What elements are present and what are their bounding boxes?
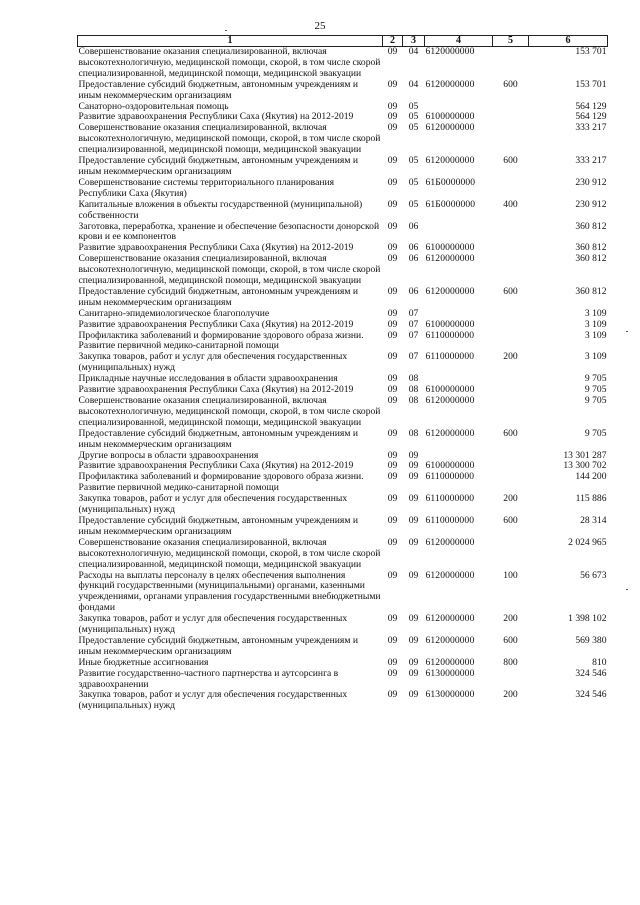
cell-expense-type xyxy=(493,374,529,385)
cell-subsection: 09 xyxy=(408,449,419,461)
cell-name: Профилактика заболеваний и формирование здорового образа жизни. Развитие первичной медико-санитарной помощи xyxy=(78,471,364,494)
cell-expense-type: 600 xyxy=(503,78,518,90)
cell-name: Совершенствование оказания специализированной, включая высокотехнологичную, медицинской помощи, скорой, в том числе скорой специализированной, медицинской помощи, медицинской эвакуации xyxy=(78,46,381,79)
table-row xyxy=(78,47,608,80)
cell-expense-type xyxy=(493,472,529,494)
cell-target-article xyxy=(425,222,493,244)
header-col-amount: 6 xyxy=(529,36,608,47)
cell-section: 09 xyxy=(387,242,398,254)
table-row xyxy=(78,200,608,222)
cell-section: 09 xyxy=(387,427,398,439)
cell-amount: 9 705 xyxy=(584,384,607,396)
cell-subsection: 09 xyxy=(408,471,419,483)
cell-name: Совершенствование системы территориального планирования Республики Саха (Якутия) xyxy=(78,176,335,199)
cell-name: Развитие здравоохранения Республики Саха (Якутия) на 2012-2019 xyxy=(78,318,354,330)
cell-amount: 360 812 xyxy=(575,285,607,297)
cell-amount: 13 300 702 xyxy=(563,460,607,472)
cell-amount: 3 109 xyxy=(584,351,607,363)
cell-section: 09 xyxy=(387,307,398,319)
cell-amount: 115 886 xyxy=(575,493,607,505)
cell-target-article: 6120000000 xyxy=(425,656,475,668)
cell-target-article: 6120000000 xyxy=(425,155,475,167)
cell-section: 09 xyxy=(387,514,398,526)
cell-expense-type xyxy=(493,669,529,691)
cell-expense-type xyxy=(493,178,529,200)
cell-target-article: 6120000000 xyxy=(425,395,475,406)
cell-section: 09 xyxy=(387,111,398,123)
cell-target-article: 6130000000 xyxy=(425,667,475,679)
cell-target-article: 6100000000 xyxy=(425,384,475,396)
cell-amount: 324 546 xyxy=(575,667,607,679)
table-row xyxy=(78,429,608,451)
cell-target-article: 6120000000 xyxy=(425,634,475,646)
cell-section: 09 xyxy=(387,460,398,472)
cell-subsection: 09 xyxy=(408,667,419,679)
cell-section: 09 xyxy=(387,176,398,188)
cell-subsection: 08 xyxy=(408,395,419,406)
header-col-name: 1 xyxy=(78,36,383,47)
header-col-subsection: 3 xyxy=(403,36,425,47)
cell-amount: 9 705 xyxy=(584,427,607,439)
cell-section: 09 xyxy=(387,198,398,210)
cell-subsection: 05 xyxy=(408,100,419,112)
cell-target-article: 6110000000 xyxy=(425,493,475,505)
cell-name: Прикладные научные исследования в области здравоохранения xyxy=(78,373,338,385)
cell-name: Развитие государственно-частного партнерства и аутсорсинга в здравоохранении xyxy=(78,667,339,690)
scan-speck xyxy=(626,331,628,332)
cell-name: Предоставление субсидий бюджетным, автономным учреждениям и иным некоммерческим организациям xyxy=(78,285,358,308)
table-row xyxy=(78,352,608,374)
cell-name: Совершенствование оказания специализированной, включая высокотехнологичную, медицинской помощи, скорой, в том числе скорой специализированной, медицинской помощи, медицинской эвакуации xyxy=(78,395,381,428)
cell-target-article: 61Б0000000 xyxy=(425,198,476,210)
cell-name: Предоставление субсидий бюджетным, автономным учреждениям и иным некоммерческим организациям xyxy=(78,634,358,657)
cell-amount: 569 380 xyxy=(575,634,607,646)
cell-section: 09 xyxy=(387,285,398,297)
cell-target-article: 6120000000 xyxy=(425,285,475,297)
cell-target-article: 6120000000 xyxy=(425,46,475,57)
cell-amount: 333 217 xyxy=(575,155,607,167)
cell-name: Закупка товаров, работ и услуг для обеспечения государственных (муниципальных) нужд xyxy=(78,689,348,712)
cell-expense-type: 600 xyxy=(503,155,518,167)
cell-section: 09 xyxy=(387,78,398,90)
cell-name: Заготовка, переработка, хранение и обеспечение безопасности донорской крови и ее компонентов xyxy=(78,220,380,243)
cell-target-article: 6120000000 xyxy=(425,427,475,439)
cell-expense-type xyxy=(493,320,529,331)
cell-target-article: 6110000000 xyxy=(425,514,475,526)
cell-expense-type: 100 xyxy=(503,569,518,581)
cell-name: Предоставление субсидий бюджетным, автономным учреждениям и иным некоммерческим организациям xyxy=(78,514,358,537)
cell-target-article: 6120000000 xyxy=(425,78,475,90)
cell-amount: 28 314 xyxy=(580,514,607,526)
cell-name: Закупка товаров, работ и услуг для обеспечения государственных (муниципальных) нужд xyxy=(78,613,348,636)
cell-expense-type: 800 xyxy=(503,656,518,668)
cell-amount: 1 398 102 xyxy=(568,613,607,625)
cell-amount: 56 673 xyxy=(580,569,607,581)
table-row xyxy=(78,320,608,331)
cell-section: 09 xyxy=(387,667,398,679)
cell-target-article: 6100000000 xyxy=(425,460,475,472)
cell-subsection: 04 xyxy=(408,46,419,57)
cell-target-article: 6100000000 xyxy=(425,111,475,123)
cell-amount: 810 xyxy=(592,656,607,668)
cell-expense-type: 600 xyxy=(503,427,518,439)
cell-subsection: 06 xyxy=(408,253,419,265)
cell-name: Расходы на выплаты персоналу в целях обеспечения выполнения функций государственными (муниципальными) органами, казенными учреждениями, органами управления государственными внебюджетными фондами xyxy=(78,569,381,614)
table-row xyxy=(78,254,608,287)
cell-subsection: 09 xyxy=(408,493,419,505)
cell-expense-type xyxy=(493,538,529,571)
header-col-expense-type: 5 xyxy=(493,36,529,47)
cell-expense-type xyxy=(493,461,529,472)
cell-target-article: 6120000000 xyxy=(425,536,475,548)
table-row xyxy=(78,669,608,691)
cell-section: 09 xyxy=(387,569,398,581)
table-header xyxy=(78,36,608,47)
cell-subsection: 09 xyxy=(408,569,419,581)
cell-target-article: 6110000000 xyxy=(425,351,475,363)
cell-section: 09 xyxy=(387,384,398,396)
cell-name: Иные бюджетные ассигнования xyxy=(78,656,209,668)
cell-subsection: 05 xyxy=(408,122,419,134)
cell-section: 09 xyxy=(387,100,398,112)
cell-section: 09 xyxy=(387,449,398,461)
cell-subsection: 07 xyxy=(408,307,419,319)
header-row xyxy=(78,36,608,47)
cell-expense-type xyxy=(493,451,529,462)
cell-amount: 564 129 xyxy=(575,111,607,123)
cell-name: Капитальные вложения в объекты государственной (муниципальной) собственности xyxy=(78,198,363,221)
cell-section: 09 xyxy=(387,613,398,625)
cell-expense-type: 200 xyxy=(503,493,518,505)
cell-target-article: 6120000000 xyxy=(425,253,475,265)
cell-amount: 3 109 xyxy=(584,329,607,341)
cell-target-article: 6110000000 xyxy=(425,471,475,483)
cell-section: 09 xyxy=(387,634,398,646)
cell-amount: 3 109 xyxy=(584,307,607,319)
cell-section: 09 xyxy=(387,220,398,232)
cell-target-article: 6120000000 xyxy=(425,569,475,581)
table-row xyxy=(78,636,608,658)
cell-section: 09 xyxy=(387,46,398,57)
table-row xyxy=(78,538,608,571)
cell-expense-type xyxy=(493,102,529,113)
table-row xyxy=(78,178,608,200)
cell-target-article: 6100000000 xyxy=(425,242,475,254)
scan-speck xyxy=(626,589,628,590)
cell-amount: 9 705 xyxy=(584,373,607,385)
cell-target-article: 61Б0000000 xyxy=(425,176,476,188)
cell-expense-type xyxy=(493,112,529,123)
cell-name: Развитие здравоохранения Республики Саха (Якутия) на 2012-2019 xyxy=(78,111,354,123)
cell-expense-type xyxy=(493,331,529,353)
header-col-target-article: 4 xyxy=(425,36,493,47)
cell-section: 09 xyxy=(387,122,398,134)
cell-subsection: 05 xyxy=(408,176,419,188)
cell-expense-type xyxy=(493,396,529,429)
cell-subsection: 07 xyxy=(408,318,419,330)
cell-name: Совершенствование оказания специализированной, включая высокотехнологичную, медицинской помощи, скорой, в том числе скорой специализированной, медицинской помощи, медицинской эвакуации xyxy=(78,253,381,287)
cell-subsection: 09 xyxy=(408,514,419,526)
cell-subsection: 08 xyxy=(408,373,419,385)
cell-expense-type: 200 xyxy=(503,689,518,701)
cell-amount: 153 701 xyxy=(575,78,607,90)
cell-subsection: 06 xyxy=(408,242,419,254)
table-row xyxy=(78,614,608,636)
cell-amount: 360 812 xyxy=(575,220,607,232)
cell-expense-type xyxy=(493,222,529,244)
cell-amount: 230 912 xyxy=(575,198,607,210)
cell-subsection: 08 xyxy=(408,384,419,396)
cell-name: Развитие здравоохранения Республики Саха (Якутия) на 2012-2019 xyxy=(78,460,354,472)
page-number: 25 xyxy=(314,20,326,32)
cell-name: Развитие здравоохранения Республики Саха (Якутия) на 2012-2019 xyxy=(78,242,354,254)
cell-target-article: 6130000000 xyxy=(425,689,475,701)
cell-section: 09 xyxy=(387,536,398,548)
cell-expense-type: 600 xyxy=(503,285,518,297)
cell-expense-type: 200 xyxy=(503,351,518,363)
cell-target-article: 6120000000 xyxy=(425,613,475,625)
cell-name: Закупка товаров, работ и услуг для обеспечения государственных (муниципальных) нужд xyxy=(78,493,348,516)
cell-expense-type xyxy=(493,123,529,156)
cell-expense-type: 600 xyxy=(503,514,518,526)
cell-amount: 9 705 xyxy=(584,395,607,406)
cell-subsection: 07 xyxy=(408,329,419,341)
cell-section: 09 xyxy=(387,155,398,167)
table-row xyxy=(78,494,608,516)
cell-name: Предоставление субсидий бюджетным, автономным учреждениям и иным некоммерческим организациям xyxy=(78,155,358,177)
table-row xyxy=(78,396,608,429)
table-row xyxy=(78,287,608,309)
cell-name: Совершенствование оказания специализированной, включая высокотехнологичную, медицинской помощи, скорой, в том числе скорой специализированной, медицинской помощи, медицинской эвакуации xyxy=(78,536,381,570)
cell-expense-type xyxy=(493,243,529,254)
cell-amount: 3 109 xyxy=(584,318,607,330)
cell-amount: 13 301 287 xyxy=(563,449,607,461)
table-row xyxy=(78,331,608,353)
cell-name: Предоставление субсидий бюджетным, автономным учреждениям и иным некоммерческим организациям xyxy=(78,427,358,450)
cell-name: Закупка товаров, работ и услуг для обеспечения государственных (муниципальных) нужд xyxy=(78,351,348,374)
cell-target-article: 6110000000 xyxy=(425,329,475,341)
cell-subsection: 08 xyxy=(408,427,419,439)
cell-section: 09 xyxy=(387,471,398,483)
cell-expense-type xyxy=(493,385,529,396)
table-row xyxy=(78,156,608,178)
cell-target-article: 6120000000 xyxy=(425,122,475,134)
cell-expense-type xyxy=(493,47,529,80)
cell-amount: 333 217 xyxy=(575,122,607,134)
cell-section: 09 xyxy=(387,395,398,406)
cell-name: Совершенствование оказания специализированной, включая высокотехнологичную, медицинской помощи, скорой, в том числе скорой специализированной, медицинской помощи, медицинской эвакуации xyxy=(78,122,381,156)
cell-expense-type: 400 xyxy=(503,198,518,210)
budget-table xyxy=(77,35,608,712)
cell-section: 09 xyxy=(387,253,398,265)
cell-section: 09 xyxy=(387,373,398,385)
table-row xyxy=(78,80,608,102)
table-row xyxy=(78,222,608,244)
cell-subsection: 09 xyxy=(408,656,419,668)
table-row xyxy=(78,123,608,156)
cell-name: Санаторно-оздоровительная помощь xyxy=(78,100,229,112)
cell-subsection: 05 xyxy=(408,155,419,167)
cell-expense-type xyxy=(493,309,529,320)
cell-expense-type xyxy=(493,254,529,287)
table-row xyxy=(78,571,608,615)
cell-amount: 153 701 xyxy=(575,46,607,57)
cell-section: 09 xyxy=(387,318,398,330)
cell-expense-type: 600 xyxy=(503,634,518,646)
cell-section: 09 xyxy=(387,351,398,363)
table-row xyxy=(78,472,608,494)
cell-subsection: 09 xyxy=(408,634,419,646)
table-row xyxy=(78,690,608,712)
table-body xyxy=(78,47,608,713)
cell-subsection: 04 xyxy=(408,78,419,90)
cell-name: Санитарно-эпидемиологическое благополучие xyxy=(78,307,270,319)
cell-amount: 360 812 xyxy=(575,242,607,254)
cell-name: Профилактика заболеваний и формирование здорового образа жизни. Развитие первичной медико-санитарной помощи xyxy=(78,329,364,352)
header-col-section: 2 xyxy=(383,36,403,47)
cell-subsection: 09 xyxy=(408,536,419,548)
cell-amount: 360 812 xyxy=(575,253,607,265)
cell-section: 09 xyxy=(387,656,398,668)
cell-amount: 564 129 xyxy=(575,100,607,112)
cell-subsection: 09 xyxy=(408,613,419,625)
cell-name: Развитие здравоохранения Республики Саха (Якутия) на 2012-2019 xyxy=(78,384,354,396)
cell-subsection: 07 xyxy=(408,351,419,363)
table-row xyxy=(78,516,608,538)
cell-subsection: 05 xyxy=(408,111,419,123)
scan-speck xyxy=(225,30,227,31)
cell-expense-type: 200 xyxy=(503,613,518,625)
cell-section: 09 xyxy=(387,493,398,505)
cell-subsection: 09 xyxy=(408,689,419,701)
cell-amount: 324 546 xyxy=(575,689,607,701)
cell-section: 09 xyxy=(387,329,398,341)
cell-subsection: 06 xyxy=(408,220,419,232)
cell-target-article: 6100000000 xyxy=(425,318,475,330)
cell-section: 09 xyxy=(387,689,398,701)
cell-amount: 2 024 965 xyxy=(568,536,607,548)
cell-name: Предоставление субсидий бюджетным, автономным учреждениям и иным некоммерческим организациям xyxy=(78,78,358,101)
cell-subsection: 06 xyxy=(408,285,419,297)
cell-amount: 144 200 xyxy=(575,471,607,483)
cell-subsection: 05 xyxy=(408,198,419,210)
cell-name: Другие вопросы в области здравоохранения xyxy=(78,449,259,461)
cell-amount: 230 912 xyxy=(575,176,607,188)
cell-subsection: 09 xyxy=(408,460,419,472)
